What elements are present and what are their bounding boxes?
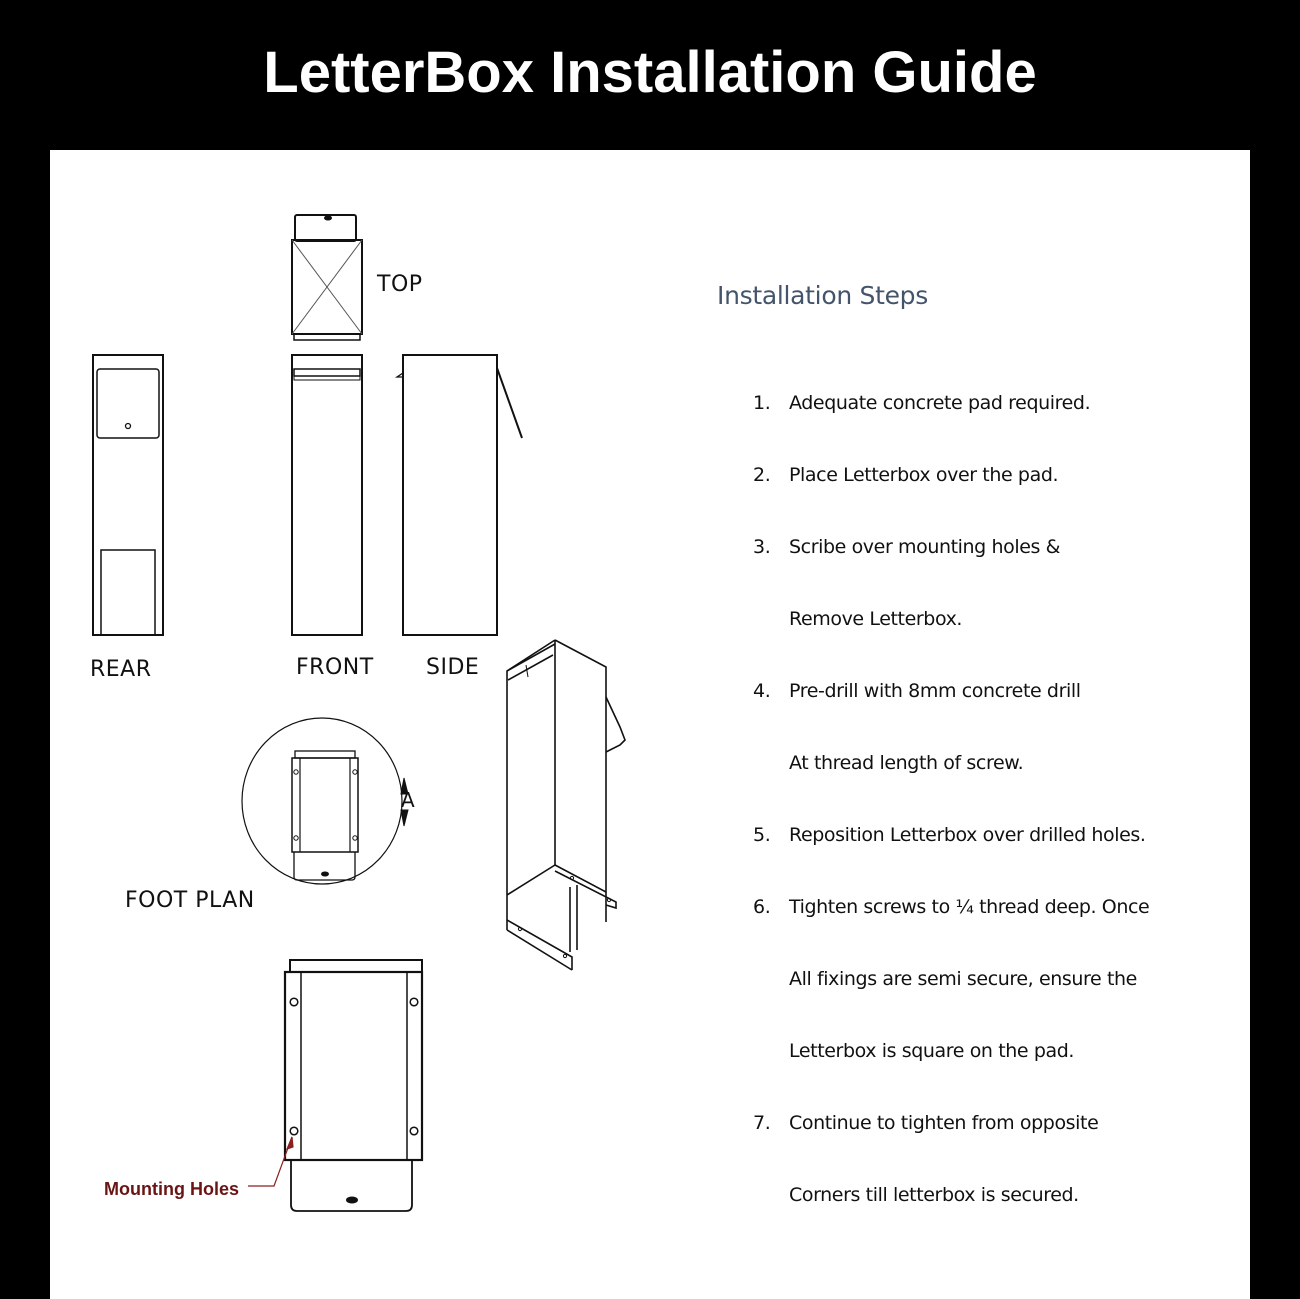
step-number: 2. [753,464,771,486]
step-line [753,966,1233,1038]
label-section-a: A [401,788,416,812]
mounting-plate-view [285,960,422,1211]
step-text: Tighten screws to ¼ thread deep. Once [789,896,1150,918]
step-number: 4. [753,680,771,702]
step-text: Place Letterbox over the pad. [789,464,1059,486]
step-line [753,822,1233,894]
step-line [753,894,1233,966]
step-line [753,534,1233,606]
drawing-svg [50,150,700,1299]
step-number: 1. [753,392,771,414]
step-number: 6. [753,896,771,918]
step-line [753,750,1233,822]
step-text: Corners till letterbox is secured. [789,1184,1079,1206]
step-text: Continue to tighten from opposite [789,1112,1099,1134]
page-title: LetterBox Installation Guide [263,40,1037,105]
label-side: SIDE [426,655,480,680]
step-number: 7. [753,1112,771,1134]
step-text: Letterbox is square on the pad. [789,1040,1075,1062]
side-view [397,355,522,635]
step-text: Remove Letterbox. [789,608,963,630]
installation-steps [717,276,1237,1206]
technical-drawing [50,150,700,1299]
step-number: 5. [753,824,771,846]
callout-leader [248,1137,293,1186]
label-front: FRONT [296,655,374,680]
step-text: Reposition Letterbox over drilled holes. [789,824,1146,846]
step-number: 3. [753,536,771,558]
step-line [753,1038,1233,1110]
top-view [292,215,362,340]
isometric-view [507,640,625,970]
step-list [753,390,1233,1254]
step-text: At thread length of screw. [789,752,1024,774]
step-line [753,390,1233,462]
label-top: TOP [377,272,423,297]
guide-panel [50,150,1250,1299]
step-line [753,678,1233,750]
label-foot-plan: FOOT PLAN [125,888,255,913]
foot-plan-detail [242,718,408,884]
steps-title: Installation Steps [717,281,928,310]
label-rear: REAR [90,657,152,682]
front-view [292,355,362,635]
step-text: Adequate concrete pad required. [789,392,1091,414]
step-line [753,462,1233,534]
header-bar [0,0,1300,150]
step-text: Pre-drill with 8mm concrete drill [789,680,1081,702]
step-text: Scribe over mounting holes & [789,536,1061,558]
step-text: All fixings are semi secure, ensure the [789,968,1137,990]
step-line [753,606,1233,678]
rear-view [93,355,163,635]
step-line [753,1182,1233,1254]
step-line [753,1110,1233,1182]
mounting-holes-callout: Mounting Holes [104,1179,239,1199]
